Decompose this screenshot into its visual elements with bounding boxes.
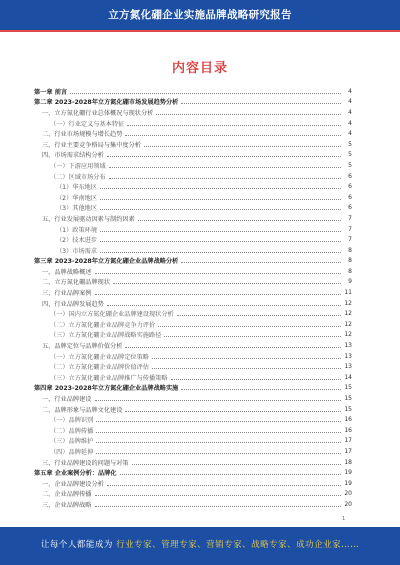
toc-entry-label: 五、行业发展驱动因素与制约因素 (34, 214, 137, 223)
toc-entry[interactable] (34, 234, 352, 245)
toc-entry[interactable] (34, 266, 352, 277)
toc-entry-label: 三、行业品牌建设的问题与对策 (34, 458, 131, 467)
toc-entry[interactable] (34, 298, 352, 309)
toc-entry-label: 四、行业品牌发展趋势 (34, 299, 106, 308)
toc-entry[interactable] (34, 160, 352, 171)
toc-entry[interactable] (34, 86, 352, 97)
toc-entry[interactable] (34, 213, 352, 224)
toc-entry-page: 18 (344, 458, 352, 466)
page-number: 1 (342, 516, 346, 522)
toc-entry[interactable] (34, 478, 352, 489)
toc-entry-page: 4 (348, 87, 352, 95)
toc-entry-label: 二、企业品牌传播 (34, 489, 94, 498)
toc-leader-dots (158, 326, 341, 327)
toc-entry-label: （三）立方氮化硼企业品牌战略实施路径 (34, 330, 163, 339)
toc-entry[interactable] (34, 425, 352, 436)
toc-leader-dots (125, 135, 341, 136)
toc-entry-label: 第三章 2023-2028年立方氮化硼企业品牌战略分析 (34, 258, 179, 266)
toc-entry-page: 4 (348, 108, 352, 116)
toc-entry-label: 五、品牌定位与品牌价值分析 (34, 341, 124, 350)
toc-entry-label: （二）立方氮化硼企业品牌竞争力评价 (34, 320, 157, 329)
toc-leader-dots (109, 178, 341, 179)
toc-entry-page: 16 (344, 426, 352, 434)
toc-entry-label: 二、行业市场规模与增长趋势 (34, 129, 124, 138)
toc-entry-page: 19 (344, 479, 352, 487)
toc-leader-dots (132, 464, 341, 465)
toc-leader-dots (127, 125, 341, 126)
report-title: 立方氮化硼企业实施品牌战略研究报告 (108, 9, 292, 21)
toc-entry-page: 4 (348, 130, 352, 138)
toc-entry-page: 15 (344, 405, 352, 413)
toc-leader-dots (138, 220, 341, 221)
toc-leader-dots (144, 146, 341, 147)
toc-entry-label: （三）品牌维护 (34, 436, 95, 445)
toc-entry[interactable] (34, 181, 352, 192)
toc-entry-page: 5 (348, 161, 352, 169)
toc-leader-dots (96, 442, 341, 443)
toc-leader-dots (171, 379, 341, 380)
toc-leader-dots (177, 315, 341, 316)
toc-entry[interactable] (34, 436, 352, 447)
toc-entry-page: 6 (348, 193, 352, 201)
toc-entry-label: （3）其他地区 (34, 203, 99, 212)
toc-entry-label: （一）行业定义与基本特征 (34, 119, 126, 128)
toc-entry[interactable] (34, 203, 352, 214)
toc-entry[interactable] (34, 330, 352, 341)
toc-entry-label: （一）立方氮化硼企业品牌定位策略 (34, 352, 151, 361)
toc-entry-page: 17 (344, 437, 352, 445)
toc-leader-dots (96, 453, 341, 454)
toc-entry-label: （二）区域市场分布 (34, 172, 108, 181)
toc-entry[interactable] (34, 256, 352, 267)
toc-entry[interactable] (34, 446, 352, 457)
toc-entry[interactable] (34, 383, 352, 394)
toc-entry-label: 第一章 前言 (34, 88, 68, 96)
toc-entry[interactable] (34, 245, 352, 256)
toc-entry-page: 20 (344, 490, 352, 498)
toc-leader-dots (152, 358, 341, 359)
toc-entry-page: 6 (348, 183, 352, 191)
toc-entry-page: 4 (348, 98, 352, 106)
toc-entry-page: 15 (344, 384, 352, 392)
toc-entry-page: 14 (344, 373, 352, 381)
toc-leader-dots (107, 485, 341, 486)
toc-leader-dots (100, 209, 341, 210)
toc-entry-page: 7 (348, 214, 352, 222)
toc-entry-label: （二）品牌传播 (34, 426, 95, 435)
toc-entry-label: （1）政策环境 (34, 225, 99, 234)
toc-entry-label: 第五章 企业案例分析：品牌化 (34, 470, 117, 478)
table-of-contents (34, 86, 352, 510)
toc-entry[interactable] (34, 118, 352, 129)
toc-entry[interactable] (34, 372, 352, 383)
toc-entry-label: （四）品牌延伸 (34, 447, 95, 456)
toc-entry-page: 19 (344, 469, 352, 477)
toc-leader-dots (95, 506, 342, 507)
toc-entry-label: （一）国内立方氮化硼企业品牌建设现状分析 (34, 309, 176, 318)
toc-entry[interactable] (34, 150, 352, 161)
toc-entry-label: 三、企业品牌战略 (34, 500, 94, 509)
toc-leader-dots (107, 305, 341, 306)
toc-entry-label: 一、行业品牌建设 (34, 394, 94, 403)
toc-entry-page: 7 (348, 236, 352, 244)
toc-entry-label: 二、立方氮化硼品牌现状 (34, 277, 112, 286)
toc-leader-dots (100, 231, 341, 232)
toc-leader-dots (120, 474, 341, 475)
toc-entry[interactable] (34, 319, 352, 330)
toc-entry[interactable] (34, 351, 352, 362)
toc-entry-page: 6 (348, 204, 352, 212)
toc-entry-page: 12 (344, 299, 352, 307)
header-accent-line (0, 30, 400, 32)
toc-entry-label: （1）华东地区 (34, 182, 99, 191)
toc-entry-page: 13 (344, 352, 352, 360)
toc-entry-page: 13 (344, 342, 352, 350)
toc-entry-label: 三、行业主要竞争格局与集中度分析 (34, 140, 143, 149)
toc-entry-label: 第二章 2023-2028年立方氮化硼市场发展趋势分析 (34, 99, 179, 107)
toc-leader-dots (107, 156, 341, 157)
toc-leader-dots (100, 199, 341, 200)
toc-leader-dots (109, 167, 341, 168)
toc-entry-label: 第四章 2023-2028年立方氮化硼企业品牌战略实施 (34, 385, 179, 393)
toc-leader-dots (95, 495, 342, 496)
toc-leader-dots (95, 273, 342, 274)
toc-entry-page: 12 (344, 320, 352, 328)
toc-leader-dots (156, 114, 341, 115)
toc-entry-page: 6 (348, 172, 352, 180)
toc-entry-page: 16 (344, 416, 352, 424)
toc-entry[interactable] (34, 224, 352, 235)
toc-entry[interactable] (34, 340, 352, 351)
toc-entry-page: 13 (344, 363, 352, 371)
footer-slogan-tail: 行业专家、管理专家、营销专家、战略专家、成功企业家…… (116, 540, 360, 550)
toc-entry-page: 5 (348, 151, 352, 159)
toc-leader-dots (96, 421, 341, 422)
toc-entry[interactable] (34, 393, 352, 404)
toc-entry-label: （三）立方氮化硼企业品牌推广与传播策略 (34, 373, 170, 382)
toc-leader-dots (181, 389, 341, 390)
toc-leader-dots (70, 93, 341, 94)
toc-entry[interactable] (34, 467, 352, 478)
toc-entry-page: 15 (344, 395, 352, 403)
toc-leader-dots (164, 336, 341, 337)
toc-entry-page: 12 (344, 331, 352, 339)
toc-leader-dots (95, 400, 342, 401)
toc-entry-label: （一）下游应用领域 (34, 161, 108, 170)
toc-entry-page: 12 (344, 310, 352, 318)
toc-entry[interactable] (34, 499, 352, 510)
toc-entry-page: 8 (348, 267, 352, 275)
toc-entry-label: （2）华南地区 (34, 193, 99, 202)
toc-leader-dots (113, 283, 341, 284)
toc-entry-page: 7 (348, 225, 352, 233)
toc-entry-label: （3）市场需求 (34, 246, 99, 255)
toc-entry-page: 11 (344, 289, 352, 297)
toc-entry-page: 5 (348, 140, 352, 148)
toc-entry-page: 17 (344, 447, 352, 455)
toc-entry[interactable] (34, 287, 352, 298)
footer-slogan (0, 538, 400, 550)
toc-entry-label: 二、品牌形象与品牌文化建设 (34, 405, 124, 414)
toc-leader-dots (95, 294, 342, 295)
toc-entry[interactable] (34, 457, 352, 468)
toc-entry-label: （一）品牌识别 (34, 415, 95, 424)
toc-entry-label: （二）立方氮化硼企业品牌价值评估 (34, 362, 151, 371)
toc-leader-dots (100, 241, 341, 242)
toc-leader-dots (125, 347, 341, 348)
toc-entry[interactable] (34, 308, 352, 319)
toc-entry-label: 一、立方氮化硼行业总体概况与现状分析 (34, 108, 155, 117)
toc-entry[interactable] (34, 171, 352, 182)
toc-entry[interactable] (34, 128, 352, 139)
toc-leader-dots (100, 252, 341, 253)
toc-leader-dots (181, 103, 341, 104)
toc-entry[interactable] (34, 404, 352, 415)
toc-entry-page: 9 (348, 278, 352, 286)
toc-entry-label: 四、市场需求结构分析 (34, 150, 106, 159)
toc-entry-page: 4 (348, 119, 352, 127)
toc-leader-dots (152, 368, 341, 369)
toc-entry[interactable] (34, 139, 352, 150)
toc-entry[interactable] (34, 277, 352, 288)
toc-heading: 内容目录 (171, 61, 228, 76)
toc-leader-dots (96, 432, 341, 433)
toc-entry-label: （2）技术进步 (34, 235, 99, 244)
toc-entry-page: 8 (348, 257, 352, 265)
toc-entry[interactable] (34, 414, 352, 425)
toc-entry[interactable] (34, 97, 352, 108)
toc-entry-page: 8 (348, 246, 352, 254)
toc-entry[interactable] (34, 192, 352, 203)
toc-entry-label: 三、行业品牌案例 (34, 288, 94, 297)
toc-leader-dots (181, 262, 341, 263)
toc-entry-page: 20 (344, 500, 352, 508)
toc-entry-label: 一、企业品牌建设分析 (34, 479, 106, 488)
footer-slogan-lead: 让每个人都能成为 (40, 540, 113, 550)
toc-leader-dots (125, 411, 341, 412)
toc-leader-dots (100, 188, 341, 189)
toc-entry[interactable] (34, 489, 352, 500)
toc-entry[interactable] (34, 361, 352, 372)
toc-entry-label: 一、品牌战略概述 (34, 267, 94, 276)
toc-entry[interactable] (34, 107, 352, 118)
